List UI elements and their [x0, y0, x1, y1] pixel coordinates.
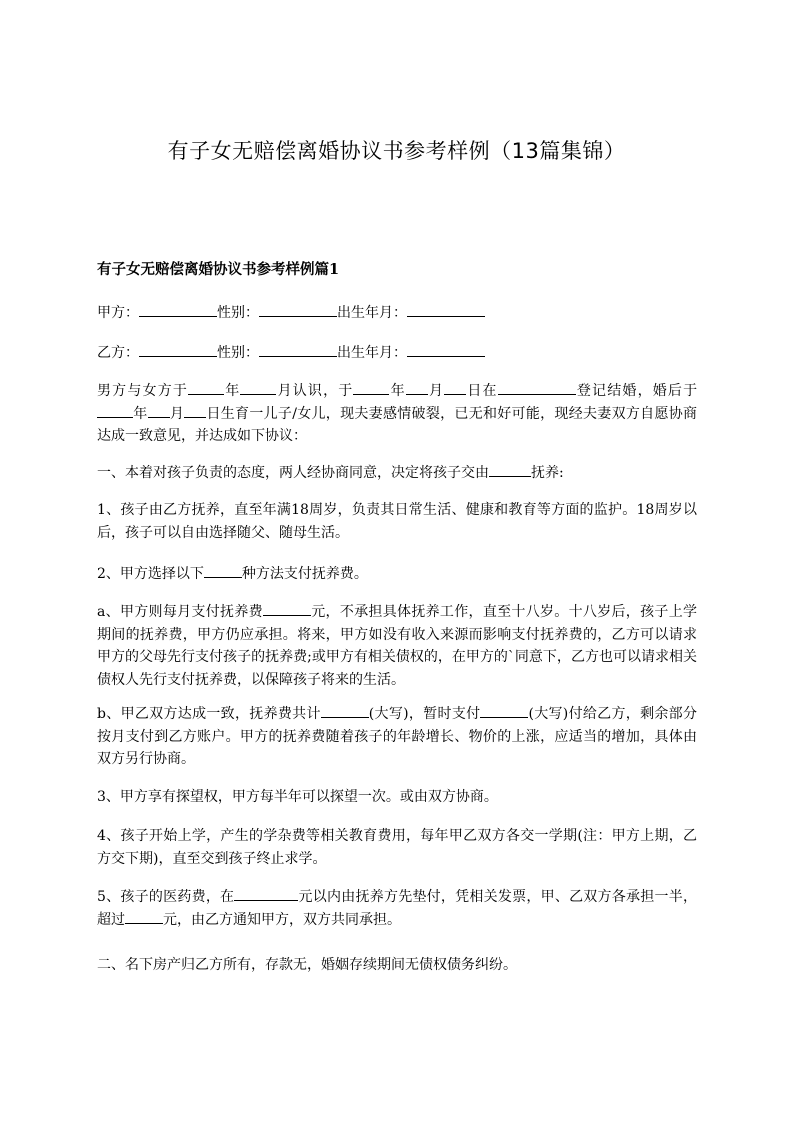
fill-blank [489, 462, 531, 477]
text: 年 [389, 383, 406, 399]
fill-blank [259, 302, 337, 317]
item-a [97, 601, 697, 691]
text: 元，由乙方通知甲方，双方共同承担。 [163, 911, 401, 928]
fill-blank [139, 302, 217, 317]
item-3: 3、甲方享有探望权，甲方每半年可以探望一次。或由双方协商。 [97, 789, 498, 805]
fill-blank [444, 380, 466, 395]
text: 月 [427, 383, 445, 399]
fill-blank [407, 342, 485, 357]
text: 元，不承担具体抚养工作，直至十八岁。十八岁后，孩子上学期间的抚养费，甲方仍应承担。将来，甲方如没有收入来源而影响支付抚养费的，乙方可以请求甲方的父母先行支付孩子的抚养费;或甲方有相关债权的，在甲方的`同意下，乙方也可以请求相关债权人先行支付抚养费，以保障孩子将来的生活。 [97, 604, 697, 688]
clause-2: 二、名下房产归乙方所有，存款无，婚姻存续期间无债权债务纠纷。 [97, 957, 517, 973]
text: 种方法支付抚养费。 [241, 566, 368, 582]
fill-blank [188, 380, 224, 395]
fill-blank [263, 601, 311, 616]
fill-blank [139, 342, 217, 357]
fill-blank [234, 886, 298, 901]
fill-blank [148, 403, 170, 418]
text: 年 [224, 383, 241, 399]
text: 一、本着对孩子负责的态度，两人经协商同意，决定将孩子交由 [97, 465, 489, 481]
fill-blank [353, 380, 389, 395]
fill-blank [97, 403, 133, 418]
document-title: 有子女无赔偿离婚协议书参考样例（13篇集锦） [167, 139, 626, 163]
fill-blank [498, 380, 576, 395]
text: (大写)付给乙方，剩余部分按月支付到乙方账户。甲方的抚养费随着孩子的年龄增长、物价的上涨，应适当的增加，具体由双方另行协商。 [97, 706, 697, 767]
party-b-label: 乙方： [97, 345, 139, 361]
fill-blank [240, 380, 276, 395]
text: 男方与女方于 [97, 383, 189, 399]
fill-blank [204, 563, 242, 578]
birth-label: 出生年月： [337, 345, 407, 361]
gender-label: 性别： [217, 305, 259, 321]
text: b、甲乙双方达成一致，抚养费共计 [97, 706, 321, 722]
text: 月认识，于 [276, 383, 354, 399]
text: 登记结婚，婚后于 [575, 383, 698, 399]
party-b-line [97, 342, 697, 365]
fill-blank [406, 380, 428, 395]
fill-blank [480, 703, 528, 718]
fill-blank [407, 302, 485, 317]
section-title: 有子女无赔偿离婚协议书参考样例篇1 [97, 261, 340, 278]
fill-blank [321, 703, 369, 718]
text: 抚养: [531, 465, 564, 481]
intro-paragraph [97, 380, 697, 448]
text: 月 [169, 405, 185, 422]
text: 2、甲方选择以下 [97, 566, 204, 582]
clause-1 [97, 462, 697, 485]
text: 日生育一儿子/女儿，现夫妻感情破裂，已无和好可能，现经夫妻双方自愿协商达成一致意见，并达成如下协议： [97, 405, 698, 444]
item-2 [97, 563, 697, 586]
birth-label: 出生年月： [337, 305, 407, 321]
fill-blank [259, 342, 337, 357]
text: 年 [133, 405, 148, 422]
party-a-label: 甲方： [97, 305, 139, 321]
item-5 [97, 886, 697, 931]
item-1: 1、孩子由乙方抚养，直至年满18周岁，负责其日常生活、健康和教育等方面的监护。18周岁以后，孩子可以自由选择随父、随母生活。 [97, 502, 697, 541]
text: 元以内由抚养方先垫付，凭相关发票，甲、乙双方各承担一半，超过 [97, 889, 697, 928]
fill-blank [125, 909, 163, 924]
item-4: 4、孩子开始上学，产生的学杂费等相关教育费用，每年甲乙双方各交一学期(注：甲方上期，乙方交下期)，直至交到孩子终止求学。 [97, 828, 697, 867]
fill-blank [184, 403, 206, 418]
text: 日在 [466, 383, 498, 399]
text: 5、孩子的医药费，在 [97, 889, 235, 905]
item-b [97, 703, 697, 771]
text: a、甲方则每月支付抚养费 [97, 604, 263, 620]
party-a-line [97, 302, 697, 325]
text: (大写)，暂时支付 [368, 706, 481, 722]
gender-label: 性别： [217, 345, 259, 361]
